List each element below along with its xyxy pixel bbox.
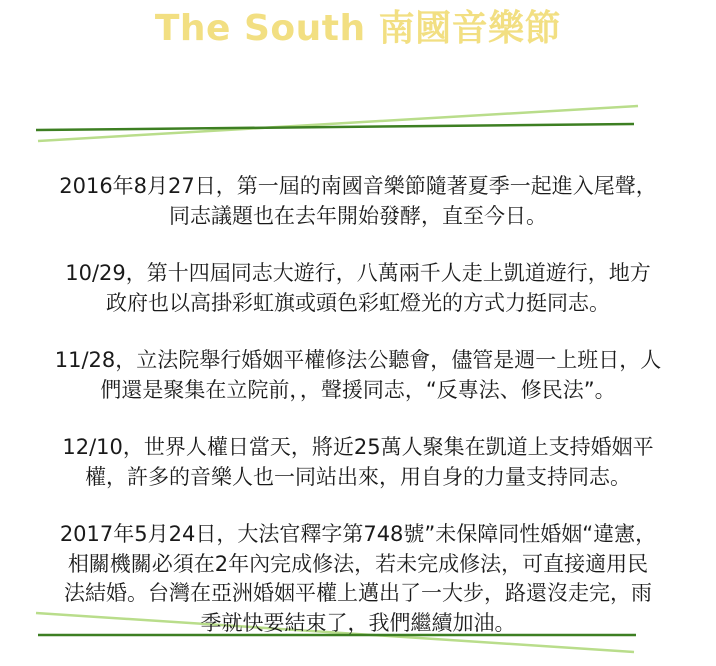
paragraph-line: 10/29，第十四屆同志大遊行，八萬兩千人走上凱道遊行，地方 — [65, 261, 651, 285]
paragraph-line: 權，許多的音樂人也一同站出來，用自身的力量支持同志。 — [85, 464, 631, 489]
paragraph-line: 季就快要結束了，我們繼續加油。 — [200, 610, 516, 635]
paragraph-line: 法結婚。台灣在亞洲婚姻平權上邁出了一大步，路還沒走完，雨 — [64, 581, 652, 605]
paragraph-line: 2017年5月24日，大法官釋字第748號”未保障同性婚姻“違憲， — [59, 522, 657, 546]
paragraph-line: 們還是聚集在立院前，，聲援同志，“反專法、修民法”。 — [100, 377, 616, 402]
paragraph-line: 2016年8月27日，第一屆的南國音樂節隨著夏季一起進入尾聲， — [59, 174, 657, 198]
paragraph — [20, 346, 696, 405]
article-body — [20, 172, 696, 666]
paragraph-line: 政府也以高掛彩虹旗或頭色彩虹燈光的方式力挺同志。 — [106, 290, 610, 315]
paragraph-line: 12/10，世界人權日當天，將近25萬人聚集在凱道上支持婚姻平 — [62, 435, 654, 459]
paragraph — [20, 259, 696, 318]
paragraph-line: 同志議題也在去年開始發酵，直至今日。 — [169, 203, 547, 228]
top-divider-light-line — [38, 106, 638, 141]
paragraph — [20, 520, 696, 638]
paragraph-line: 相關機關必須在2年內完成修法，若未完成修法，可直接適用民 — [67, 551, 649, 576]
paragraph — [20, 433, 696, 492]
paragraph — [20, 172, 696, 231]
paragraph-line: 11/28，立法院舉行婚姻平權修法公聽會，儘管是週一上班日，人 — [54, 348, 662, 372]
page-title: The South 南國音樂節 — [154, 8, 562, 49]
